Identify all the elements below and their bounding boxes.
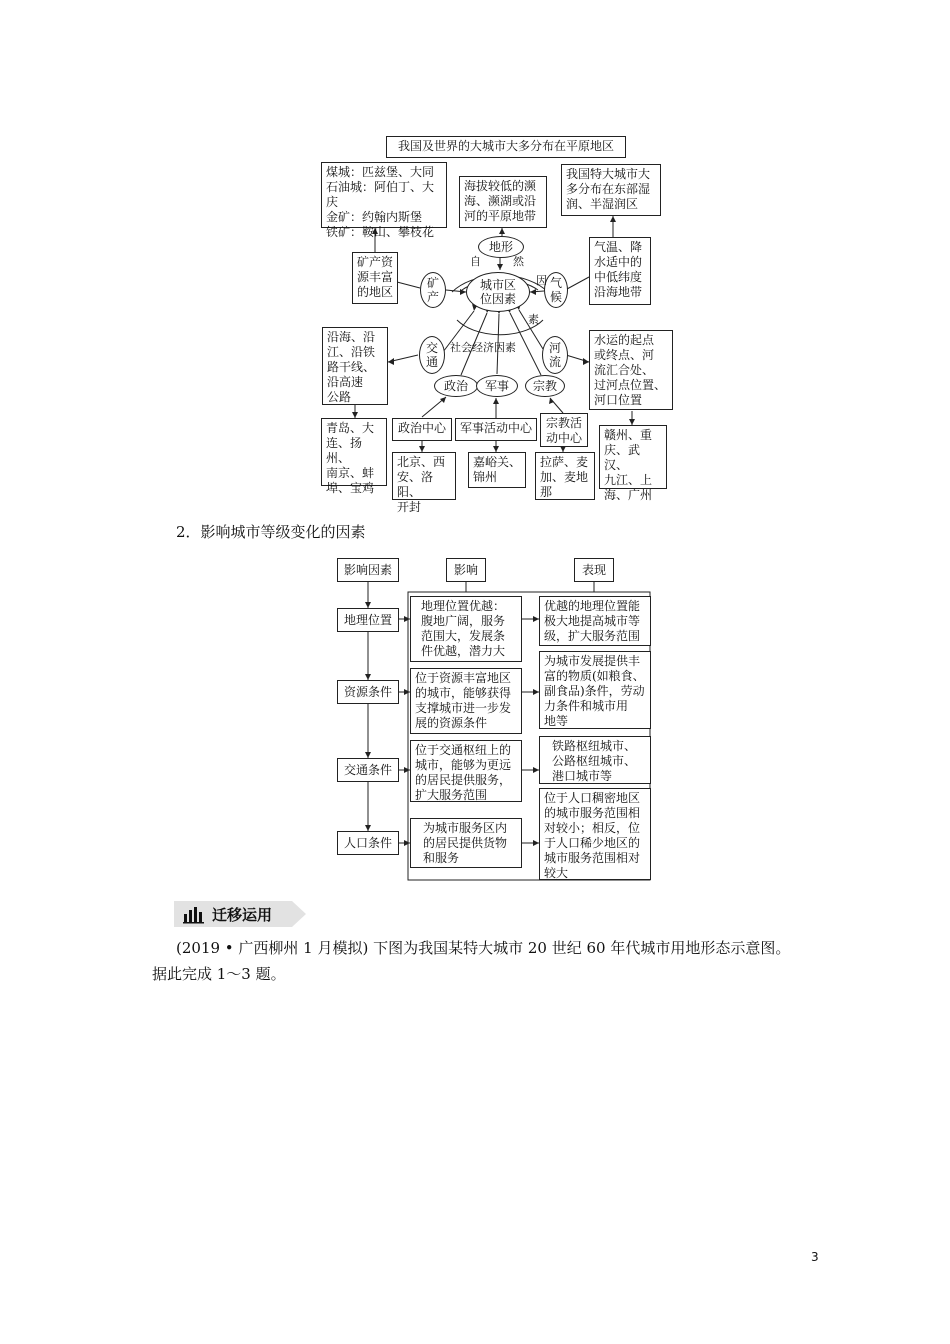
performance-geographic-location: 优越的地理位置能 极大地提高城市等 级，扩大服务范围 — [539, 596, 651, 646]
factor-resources: 资源条件 — [337, 680, 399, 704]
military-oval: 军事 — [476, 375, 518, 397]
political-examples-box: 北京、西 安、洛阳、 开封 — [392, 452, 456, 500]
col-header-factor: 影响因素 — [337, 558, 399, 582]
climate-oval: 气 候 — [544, 272, 568, 308]
question-intro-line1: (2019 • 广西柳州 1 月模拟) 下图为我国某特大城市 20 世纪 60 年代城市用地形态示意图。 — [176, 939, 791, 957]
influence-transport: 位于交通枢纽上的 城市，能够为更远 的居民提供服务， 扩大服务范围 — [410, 740, 522, 802]
climate-top-box: 我国特大城市大 多分布在东部湿 润、半湿润区 — [561, 164, 661, 216]
mineral-region-box: 矿产资 源丰富 的地区 — [352, 252, 398, 304]
military-center-box: 军事活动中心 — [455, 418, 537, 441]
mineral-examples-box: 煤城：匹兹堡、大同 石油城：阿伯丁、大庆 金矿：约翰内斯堡 铁矿：鞍山、攀枝花 — [321, 162, 447, 228]
section-heading-2: 2．影响城市等级变化的因素 — [176, 523, 366, 541]
performance-population: 位于人口稠密地区 的城市服务范围相 对较小；相反，位 于人口稀少地区的 城市服务范围相对 较大 — [539, 788, 651, 880]
label-social-economic: 社会经济因素 — [450, 341, 516, 354]
politics-oval: 政治 — [434, 375, 478, 397]
religious-examples-box: 拉萨、麦 加、麦地 那 — [535, 452, 595, 500]
label-natural-2: 然 — [513, 255, 524, 268]
top-box-plains: 我国及世界的大城市大多分布在平原地区 — [386, 136, 626, 158]
question-intro-line2: 据此完成 1～3 题。 — [152, 965, 286, 983]
religious-center-box: 宗教活 动中心 — [540, 413, 588, 447]
river-box: 水运的起点 或终点、河 流汇合处、 过河点位置、 河口位置 — [589, 330, 673, 410]
col-header-influence: 影响 — [446, 558, 486, 582]
col-header-performance: 表现 — [574, 558, 614, 582]
factor-geographic-location: 地理位置 — [337, 608, 399, 632]
influence-population: 为城市服务区内 的居民提供货物 和服务 — [410, 818, 522, 868]
factor-population: 人口条件 — [337, 831, 399, 855]
terrain-box: 海拔较低的濒 海、濒湖或沿 河的平原地带 — [459, 176, 547, 228]
label-natural-3: 因 — [536, 274, 547, 287]
influence-geographic-location: 地理位置优越： 腹地广阔，服务 范围大，发展条 件优越，潜力大 — [410, 596, 522, 662]
performance-resources: 为城市发展提供丰 富的物质(如粮食、 副食品)条件，劳动 力条件和城市用 地等 — [539, 651, 651, 729]
transport-oval: 交 通 — [419, 336, 445, 374]
section-title: 迁移运用 — [212, 906, 273, 924]
river-oval: 河 流 — [542, 336, 568, 374]
label-natural-1: 自 — [470, 255, 481, 268]
transport-examples-box: 青岛、大 连、扬州、 南京、蚌 埠、宝鸡 — [321, 418, 387, 486]
mineral-oval: 矿 产 — [420, 272, 446, 308]
influence-resources: 位于资源丰富地区 的城市，能够获得 支撑城市进一步发 展的资源条件 — [410, 668, 522, 734]
factor-transport: 交通条件 — [337, 758, 399, 782]
river-examples-box: 赣州、重 庆、武汉、 九江、上 海、广州 — [599, 425, 667, 489]
terrain-oval: 地形 — [478, 236, 524, 258]
religion-oval: 宗教 — [525, 375, 565, 397]
page-number: 3 — [811, 1250, 819, 1264]
political-center-box: 政治中心 — [392, 418, 452, 441]
center-oval-location-factors: 城市区 位因素 — [466, 272, 530, 312]
performance-transport: 铁路枢纽城市、 公路枢纽城市、 港口城市等 — [539, 736, 651, 784]
military-examples-box: 嘉峪关、 锦州 — [468, 452, 526, 488]
label-natural-4: 素 — [528, 313, 539, 326]
climate-box: 气温、降 水适中的 中低纬度 沿海地带 — [589, 237, 651, 305]
transport-box: 沿海、沿 江、沿铁 路干线、 沿高速 公路 — [322, 327, 388, 405]
